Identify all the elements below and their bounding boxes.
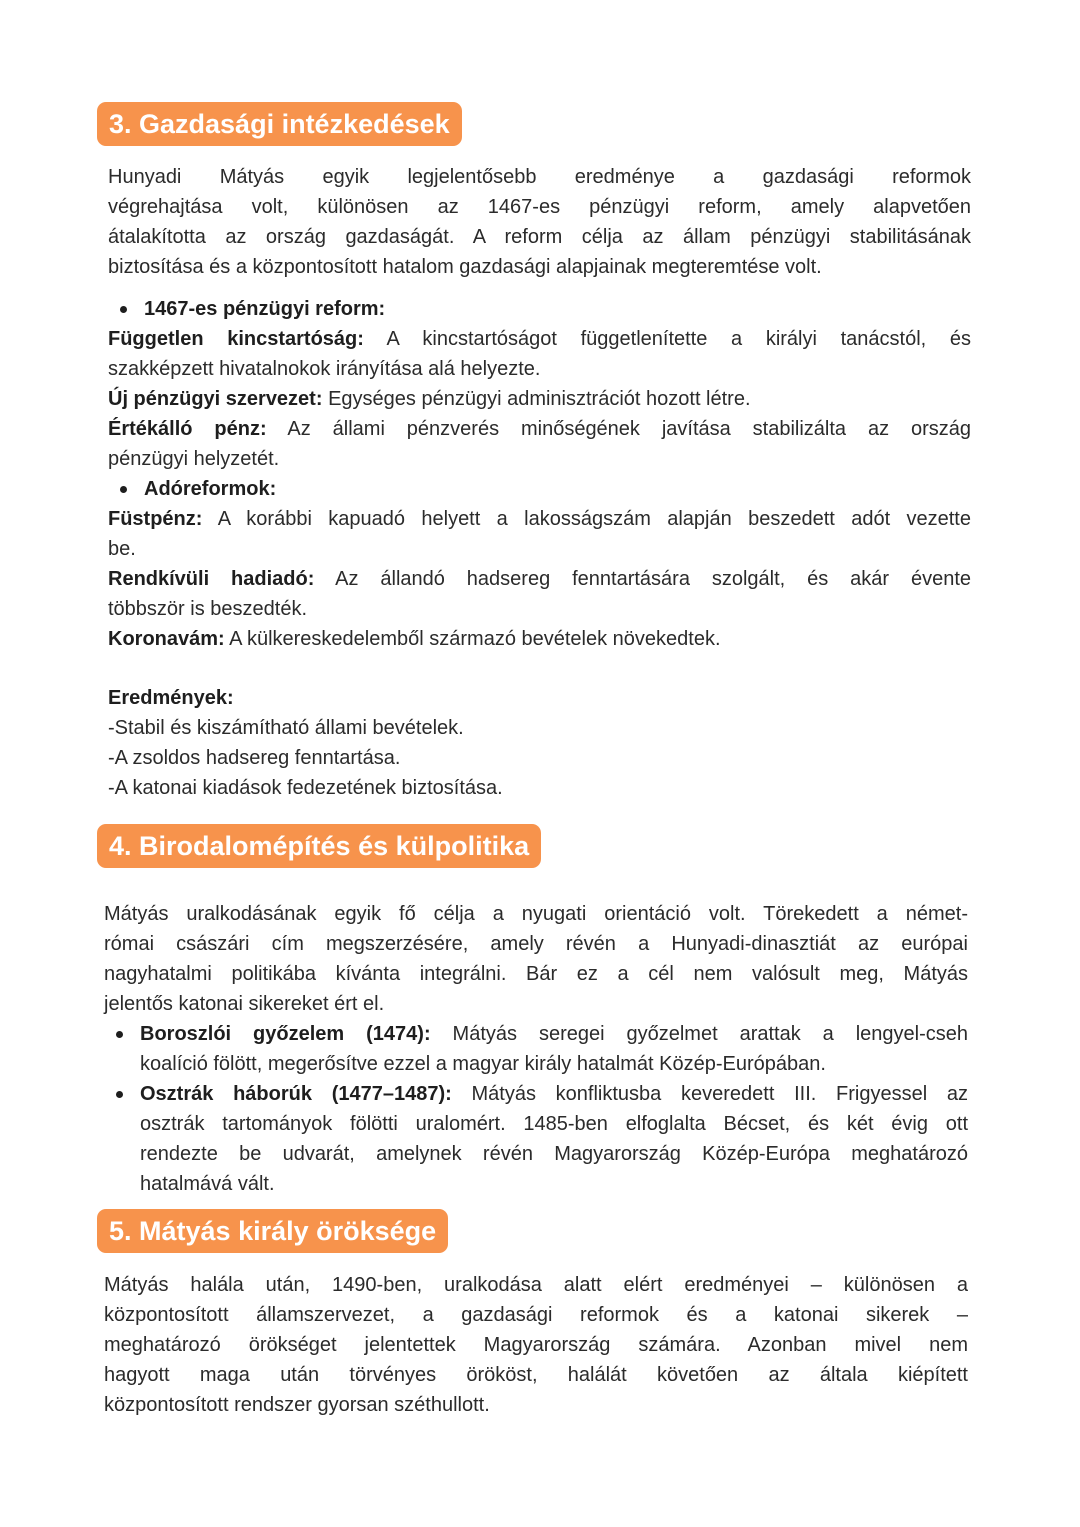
section-3-reform-list (108, 294, 971, 654)
text-line: meghatározó örökséget jelentettek Magyarország számára. Azonban mivel nem (104, 1334, 968, 1356)
text-line: Mátyás halála után, 1490-ben, uralkodása alatt elért eredményei – különösen a (104, 1274, 968, 1296)
section-3-intro (108, 162, 971, 282)
bullet-wroclaw-cont: koalíció fölött, megerősítve ezzel a magyar király hatalmát Közép-Európában. (140, 1053, 826, 1075)
item-stable-money-cont: pénzügyi helyzetét. (108, 448, 280, 470)
section-3-heading: 3. Gazdasági intézkedések (97, 102, 462, 146)
section-4-bullets (104, 1019, 968, 1199)
item-label: Boroszlói győzelem (1474): (140, 1023, 431, 1045)
item-treasury (108, 324, 971, 354)
intro-line: római császári cím megszerzésére, amely révén a Hunyadi-dinasztiát az európai (104, 933, 968, 955)
intro-line: Mátyás uralkodásának egyik fő célja a nyugati orientáció volt. Törekedett a német- (104, 903, 968, 925)
bullet-tax-reforms: Adóreformok: (108, 474, 971, 504)
section-5-heading: 5. Mátyás király öröksége (97, 1209, 448, 1253)
item-smoke-tax (108, 504, 971, 534)
text-line: hagyott maga után törvényes örököst, halálát követően az általa kiépített (104, 1364, 968, 1386)
bullet-wroclaw (104, 1019, 968, 1049)
text-line: központosított államszervezet, a gazdasági reformok és a katonai sikerek – (104, 1304, 968, 1326)
intro-line: Hunyadi Mátyás egyik legjelentősebb eredménye a gazdasági reformok (108, 166, 971, 188)
item-label: Osztrák háborúk (1477–1487): (140, 1083, 452, 1105)
text-line: központosított rendszer gyorsan széthullott. (104, 1394, 490, 1416)
item-text: Az állandó hadsereg fenntartására szolgált, és akár évente (314, 568, 971, 590)
item-label: Értékálló pénz: (108, 418, 267, 440)
item-treasury-cont: szakképzett hivatalnokok irányítása alá helyezte. (108, 358, 541, 380)
section-4-intro (104, 899, 968, 1019)
item-text: A korábbi kapuadó helyett a lakosságszám alapján beszedett adót vezette (202, 508, 971, 530)
intro-line: végrehajtása volt, különösen az 1467-es pénzügyi reform, amely alapvetően (108, 196, 971, 218)
item-war-tax-cont: többször is beszedték. (108, 598, 307, 620)
item-text: Egységes pénzügyi adminisztrációt hozott létre. (322, 388, 751, 410)
item-label: Rendkívüli hadiadó: (108, 568, 315, 590)
result-item: -Stabil és kiszámítható állami bevételek. (108, 717, 464, 739)
item-text: Az állami pénzverés minőségének javítása stabilizálta az ország (266, 418, 971, 440)
item-label: Füstpénz: (108, 508, 203, 530)
item-smoke-tax-cont: be. (108, 538, 136, 560)
bullet-austrian-wars-cont: hatalmává vált. (140, 1173, 275, 1195)
item-text: Mátyás seregei győzelmet arattak a lengyel-cseh (430, 1023, 968, 1045)
item-label: Koronavám: (108, 628, 225, 650)
section-3-results (108, 683, 971, 803)
result-item: -A katonai kiadások fedezetének biztosítása. (108, 777, 503, 799)
results-heading: Eredmények: (108, 687, 234, 709)
bullet-austrian-wars-cont: osztrák tartományok fölötti uralomért. 1485-ben elfoglalta Bécset, és két évig ott (140, 1113, 968, 1135)
item-label: Független kincstartóság: (108, 328, 364, 350)
section-4-heading: 4. Birodalomépítés és külpolitika (97, 824, 541, 868)
section-5-text (104, 1270, 968, 1420)
item-crown-duty (108, 624, 971, 654)
item-label: Új pénzügyi szervezet: (108, 388, 323, 410)
item-text: Mátyás konfliktusba keveredett III. Frigyessel az (451, 1083, 968, 1105)
intro-line: biztosítása és a központosított hatalom gazdasági alapjainak megteremtése volt. (108, 256, 822, 278)
item-stable-money (108, 414, 971, 444)
result-item: -A zsoldos hadsereg fenntartása. (108, 747, 401, 769)
item-text: A külkereskedelemből származó bevételek növekedtek. (224, 628, 721, 650)
intro-line: jelentős katonai sikereket ért el. (104, 993, 385, 1015)
item-text: A kincstartóságot függetlenítette a királyi tanácstól, és (363, 328, 971, 350)
item-organization (108, 384, 971, 414)
item-war-tax (108, 564, 971, 594)
bullet-austrian-wars-cont: rendezte be udvarát, amelynek révén Magyarország Közép-Európa meghatározó (140, 1143, 968, 1165)
intro-line: átalakította az ország gazdaságát. A reform célja az állam pénzügyi stabilitásának (108, 226, 971, 248)
bullet-austrian-wars (104, 1079, 968, 1109)
intro-line: nagyhatalmi politikába kívánta integrálni. Bár ez a cél nem valósult meg, Mátyás (104, 963, 968, 985)
bullet-financial-reform: 1467-es pénzügyi reform: (108, 294, 971, 324)
